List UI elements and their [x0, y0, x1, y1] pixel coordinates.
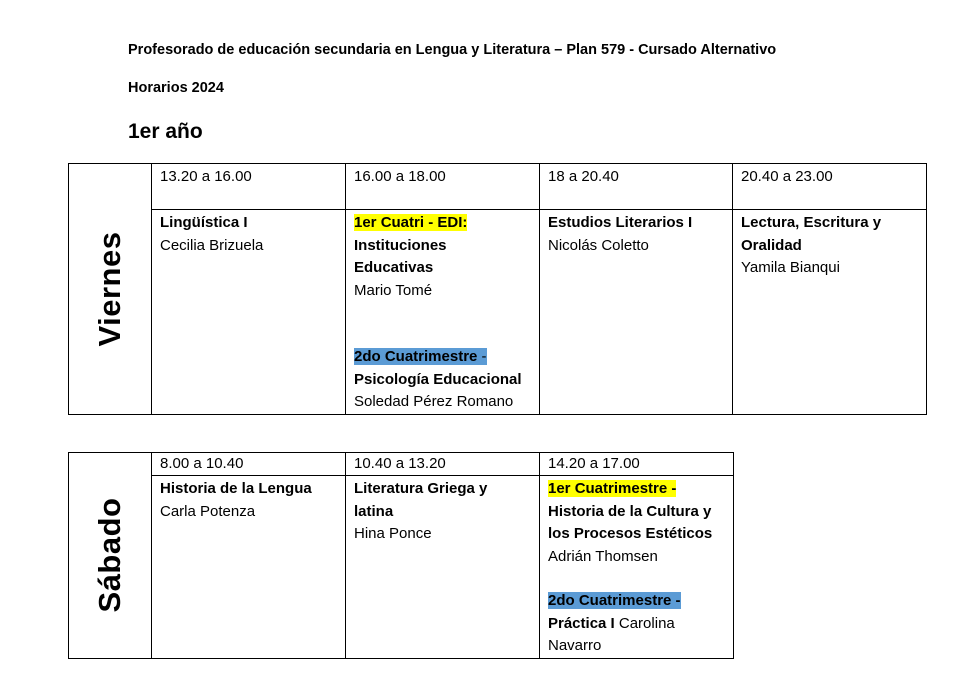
teacher-name: Nicolás Coletto	[548, 236, 649, 254]
time-slot: 16.00 a 18.00	[346, 164, 540, 210]
class-cell	[346, 476, 540, 659]
class-cell	[152, 210, 346, 415]
class-cell	[733, 210, 927, 415]
term-dash: -	[477, 348, 487, 365]
sabado-schedule-table	[68, 452, 734, 659]
document-subtitle: Horarios 2024	[128, 80, 224, 96]
time-slot: 18 a 20.40	[540, 164, 733, 210]
viernes-classes-row	[69, 210, 927, 415]
term-badge-second: 2do Cuatrimestre -	[548, 592, 681, 609]
class-cell	[346, 210, 540, 415]
subject-name: Educativas	[354, 259, 434, 276]
subject-name: Lectura, Escritura y	[741, 214, 882, 231]
time-slot: 8.00 a 10.40	[152, 453, 346, 476]
subject-name: latina	[354, 502, 394, 520]
time-slot: 14.20 a 17.00	[540, 453, 734, 476]
subject-name: Literatura Griega y	[354, 480, 488, 497]
subject-name: Oralidad	[741, 236, 802, 254]
time-slot: 20.40 a 23.00	[733, 164, 927, 210]
document-title: Profesorado de educación secundaria en Lengua y Literatura – Plan 579 - Cursado Alternativo	[128, 42, 777, 58]
term-badge-second: 2do Cuatrimestre	[354, 348, 478, 365]
day-label-sabado: Sábado	[91, 497, 127, 613]
teacher-name: Yamila Bianqui	[741, 259, 840, 276]
term-badge-first: 1er Cuatri - EDI:	[354, 214, 468, 231]
class-cell	[540, 476, 734, 659]
year-heading: 1er año	[128, 120, 203, 143]
viernes-times-row	[69, 164, 927, 210]
sabado-times-row	[69, 453, 734, 476]
teacher-name: Carolina	[614, 614, 675, 632]
teacher-name: Mario Tomé	[354, 281, 433, 299]
subject-name: Estudios Literarios I	[548, 214, 693, 231]
subject-name: Historia de la Lengua	[160, 480, 312, 497]
teacher-name: Hina Ponce	[354, 525, 432, 542]
class-cell	[540, 210, 733, 415]
subject-name: Psicología Educacional	[354, 370, 522, 388]
teacher-name: Adrián Thomsen	[548, 547, 658, 565]
teacher-name: Soledad Pérez Romano	[354, 393, 514, 410]
time-slot: 13.20 a 16.00	[152, 164, 346, 210]
subject-name: Práctica I	[548, 614, 615, 632]
class-cell	[152, 476, 346, 659]
term-badge-first: 1er Cuatrimestre -	[548, 480, 677, 497]
teacher-name: Cecilia Brizuela	[160, 236, 264, 254]
subject-name: los Procesos Estéticos	[548, 525, 713, 542]
viernes-schedule-table	[68, 163, 927, 415]
viernes-day-cell	[69, 164, 152, 415]
day-label-viernes: Viernes	[91, 231, 127, 347]
teacher-name: Carla Potenza	[160, 502, 256, 520]
sabado-classes-row	[69, 476, 734, 659]
time-slot: 10.40 a 13.20	[346, 453, 540, 476]
subject-name: Lingüística I	[160, 214, 248, 231]
teacher-name: Navarro	[548, 637, 602, 654]
subject-name: Historia de la Cultura y	[548, 502, 712, 520]
sabado-day-cell	[69, 453, 152, 659]
subject-name: Instituciones	[354, 236, 447, 254]
